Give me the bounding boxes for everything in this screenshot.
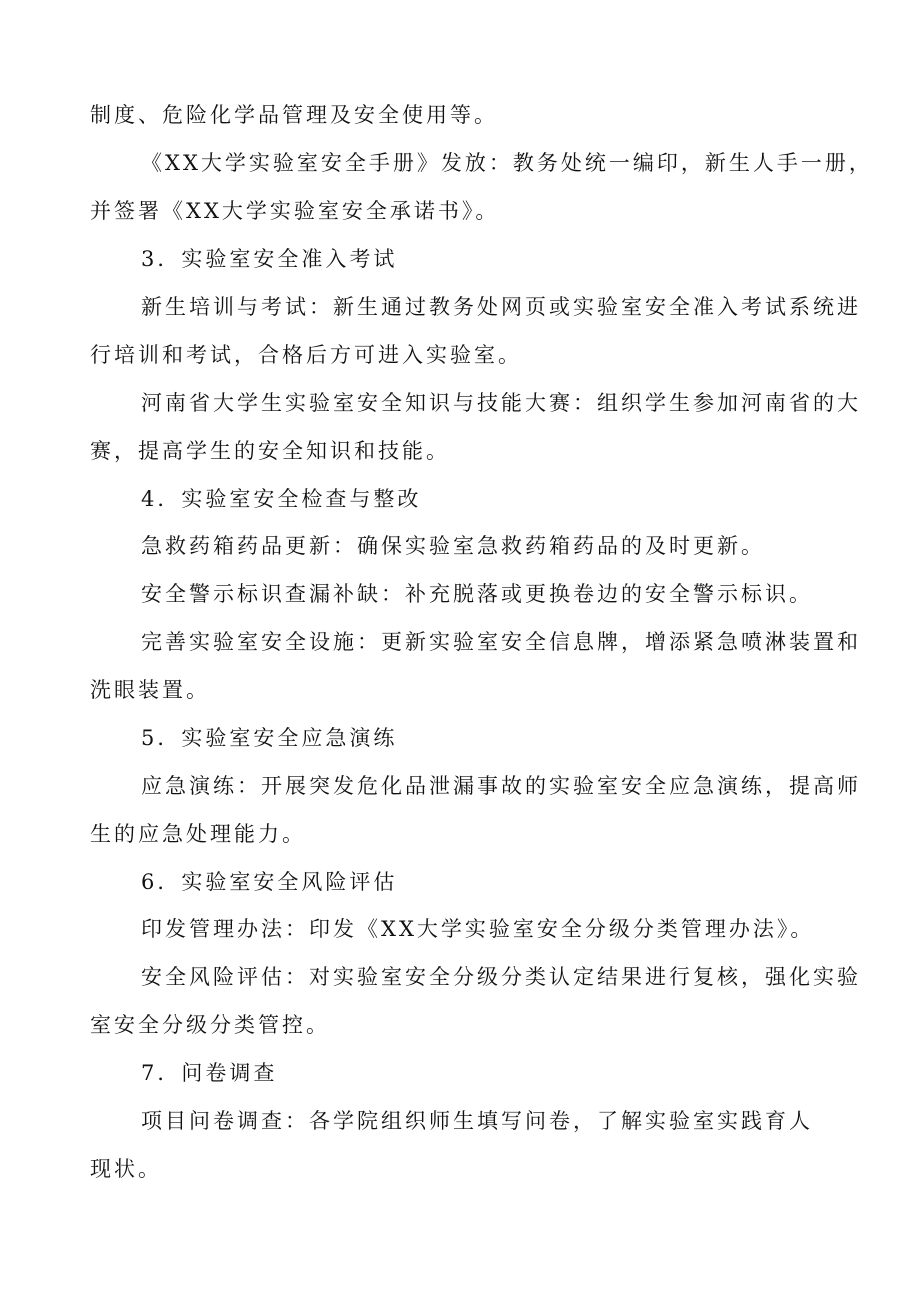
body-line: 行培训和考试，合格后方可进入实验室。 (90, 343, 522, 367)
body-line: 河南省大学生实验室安全知识与技能大赛：组织学生参加河南省的大 (141, 391, 861, 415)
body-line: 制度、危险化学品管理及安全使用等。 (90, 103, 498, 127)
body-line: 并签署《XX大学实验室安全承诺书》。 (90, 199, 500, 223)
body-line: 新生培训与考试：新生通过教务处网页或实验室安全准入考试系统进 (141, 295, 861, 319)
body-line: 安全警示标识查漏补缺：补充脱落或更换卷边的安全警示标识。 (141, 582, 813, 606)
body-line: 完善实验室安全设施：更新实验室安全信息牌，增添紧急喷淋装置和 (141, 630, 861, 654)
body-line: 应急演练：开展突发危化品泄漏事故的实验室安全应急演练，提高师 (141, 774, 861, 798)
body-line: 赛，提高学生的安全知识和技能。 (90, 439, 450, 463)
body-line: 急救药箱药品更新：确保实验室急救药箱药品的及时更新。 (141, 534, 765, 558)
body-line: 印发管理办法：印发《XX大学实验室安全分级分类管理办法》。 (141, 917, 815, 941)
section-heading: 5．实验室安全应急演练 (141, 726, 398, 750)
body-line: 安全风险评估：对实验室安全分级分类认定结果进行复核，强化实验 (141, 965, 861, 989)
section-heading: 3．实验室安全准入考试 (141, 247, 398, 271)
section-heading: 6．实验室安全风险评估 (141, 870, 398, 894)
body-line: 生的应急处理能力。 (90, 822, 306, 846)
body-line: 项目问卷调查：各学院组织师生填写问卷，了解实验室实践育人 (141, 1109, 813, 1133)
section-heading: 4．实验室安全检查与整改 (141, 487, 422, 511)
body-line: 现状。 (90, 1157, 162, 1181)
body-line: 室安全分级分类管控。 (90, 1013, 330, 1037)
body-line: 《XX大学实验室安全手册》发放：教务处统一编印，新生人手一册， (141, 151, 873, 175)
section-heading: 7．问卷调查 (141, 1061, 278, 1085)
body-line: 洗眼装置。 (90, 678, 210, 702)
